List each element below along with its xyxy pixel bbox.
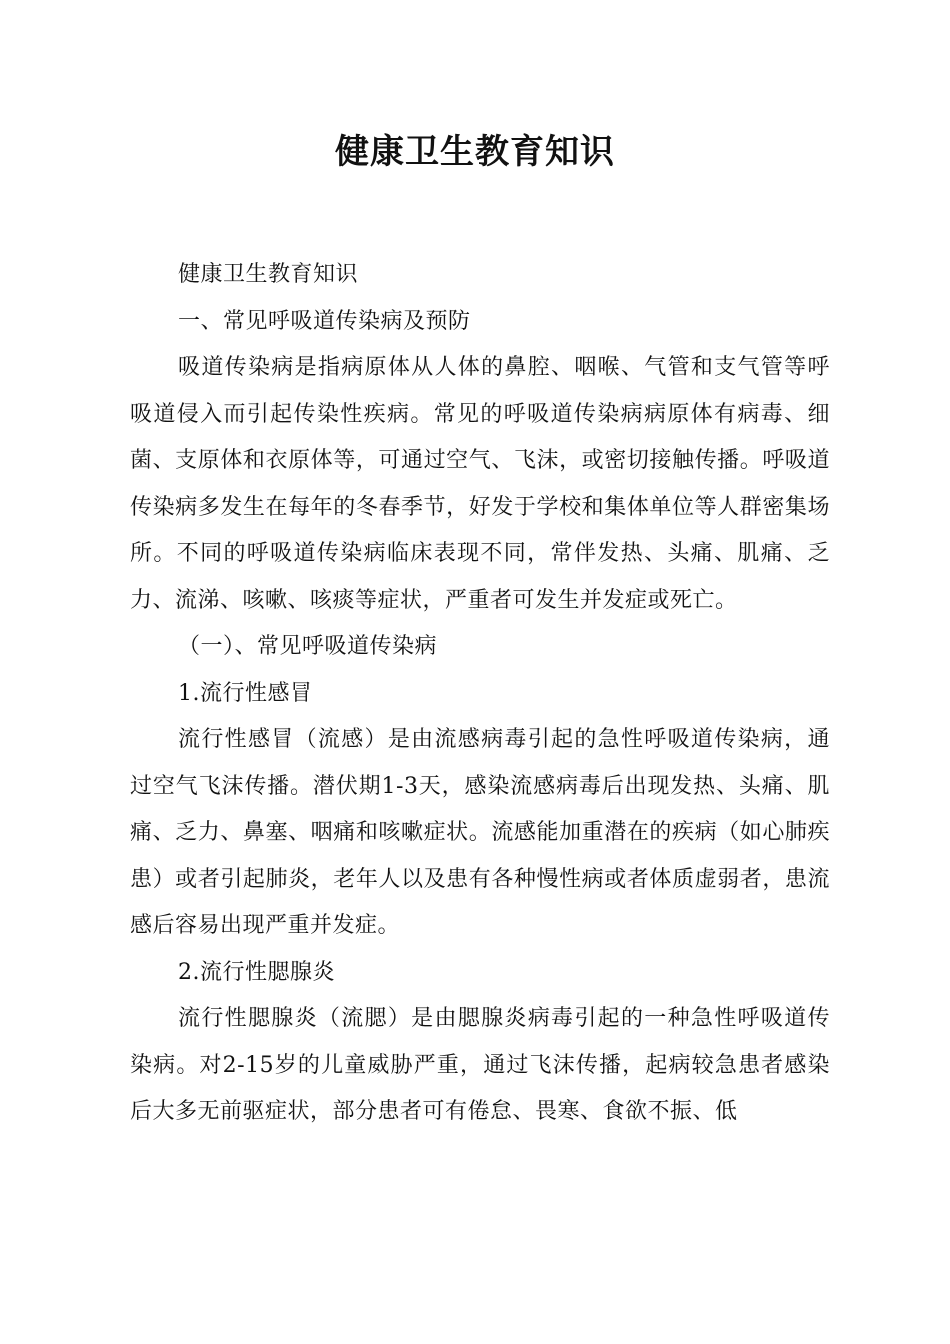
paragraph-influenza: 流行性感冒（流感）是由流感病毒引起的急性呼吸道传染病，通过空气飞沫传播。潜伏期1-3天，感染流感病毒后出现发热、头痛、肌痛、乏力、鼻塞、咽痛和咳嗽症状。流感能加重潜在的疾病（如心肺疾患）或者引起肺炎，老年人以及患有各种慢性病或者体质虚弱者，患流感后容易出现严重并发症。 [130,727,830,938]
subsection-heading-1: （一）、常见呼吸道传染病 [178,634,438,659]
item-heading-mumps: 2.流行性腮腺炎 [178,959,335,985]
section-heading-1: 一、常见呼吸道传染病及预防 [178,308,471,334]
paragraph-intro: 吸道传染病是指病原体从人体的鼻腔、咽喉、气管和支气管等呼吸道侵入而引起传染性疾病。常见的呼吸道传染病病原体有病毒、细菌、支原体和衣原体等，可通过空气、飞沫，或密切接触传播。呼吸道传染病多发生在每年的冬春季节，好发于学校和集体单位等人群密集场所。不同的呼吸道传染病临床表现不同，常伴发热、头痛、肌痛、乏力、流涕、咳嗽、咳痰等症状，严重者可发生并发症或死亡。 [130,355,830,613]
document-body [130,252,830,1136]
item-heading-influenza: 1.流行性感冒 [178,680,313,706]
paragraph-mumps: 流行性腮腺炎（流腮）是由腮腺炎病毒引起的一种急性呼吸道传染病。对2-15岁的儿童威胁严重，通过飞沫传播，起病较急患者感染后大多无前驱症状，部分患者可有倦怠、畏寒、食欲不振、低 [130,1006,830,1124]
document-title: 健康卫生教育知识 [335,132,615,172]
paragraph-subtitle: 健康卫生教育知识 [178,262,359,287]
